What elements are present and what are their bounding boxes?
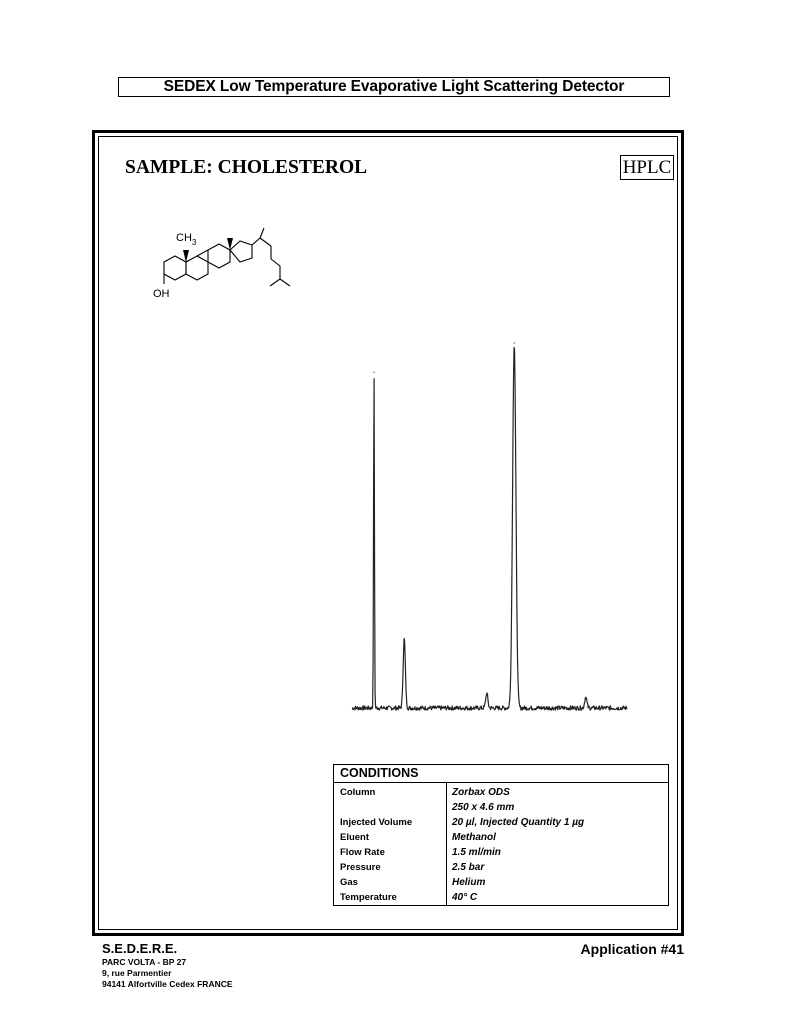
company-name: S.E.D.E.R.E. xyxy=(102,941,178,956)
methyl-subscript: 3 xyxy=(192,238,197,247)
chromatogram-peak xyxy=(404,638,405,639)
sample-title: SAMPLE: CHOLESTEROL xyxy=(125,157,368,178)
address-line: 9, rue Parmentier xyxy=(102,968,172,978)
condition-label: Temperature xyxy=(340,892,397,903)
chromatogram-trace xyxy=(352,347,627,710)
condition-value: Methanol xyxy=(452,832,496,843)
condition-label: Injected Volume xyxy=(340,817,413,828)
chromatogram-peak xyxy=(486,693,487,694)
document-title: SEDEX Low Temperature Evaporative Light Scattering Detector xyxy=(118,77,670,97)
application-number: Application #41 xyxy=(580,941,684,957)
conditions-table xyxy=(333,764,669,906)
conditions-row xyxy=(334,800,668,815)
chromatogram-peak xyxy=(585,696,586,697)
conditions-row xyxy=(334,815,668,830)
hydroxyl-label: OH xyxy=(153,288,170,300)
address-line: 94141 Alfortville Cedex FRANCE xyxy=(102,979,233,989)
condition-label: Eluent xyxy=(340,832,370,843)
condition-value: 1.5 ml/min xyxy=(452,847,501,858)
condition-label: Flow Rate xyxy=(340,847,385,858)
conditions-row xyxy=(334,860,668,875)
condition-label: Gas xyxy=(340,877,358,888)
condition-value: 250 x 4.6 mm xyxy=(452,802,515,813)
conditions-row xyxy=(334,830,668,845)
footer-address-block xyxy=(102,941,233,990)
cholesterol-structure xyxy=(150,220,310,305)
conditions-rows xyxy=(334,783,668,905)
condition-label: Column xyxy=(340,787,376,798)
methyl-label: CH xyxy=(176,232,192,244)
ring-b xyxy=(186,256,208,280)
chromatogram-peak xyxy=(514,342,515,343)
conditions-row xyxy=(334,845,668,860)
condition-value: 2.5 bar xyxy=(452,862,485,873)
condition-value: 20 µl, Injected Quantity 1 µg xyxy=(452,817,585,828)
ring-a xyxy=(164,256,186,280)
ring-c xyxy=(208,244,230,268)
address-line: PARC VOLTA - BP 27 xyxy=(102,957,187,967)
condition-value: Helium xyxy=(452,877,486,888)
conditions-heading: CONDITIONS xyxy=(334,765,668,783)
chromatogram xyxy=(340,330,640,720)
ring-d xyxy=(230,241,252,262)
stereo-wedge-c10 xyxy=(183,250,189,262)
conditions-row xyxy=(334,785,668,800)
condition-label: Pressure xyxy=(340,862,381,873)
condition-value: Zorbax ODS xyxy=(452,787,510,798)
hplc-badge: HPLC xyxy=(620,155,674,180)
conditions-row xyxy=(334,875,668,890)
conditions-row xyxy=(334,890,668,905)
condition-value: 40° C xyxy=(452,892,478,903)
chromatogram-peak xyxy=(373,372,374,373)
